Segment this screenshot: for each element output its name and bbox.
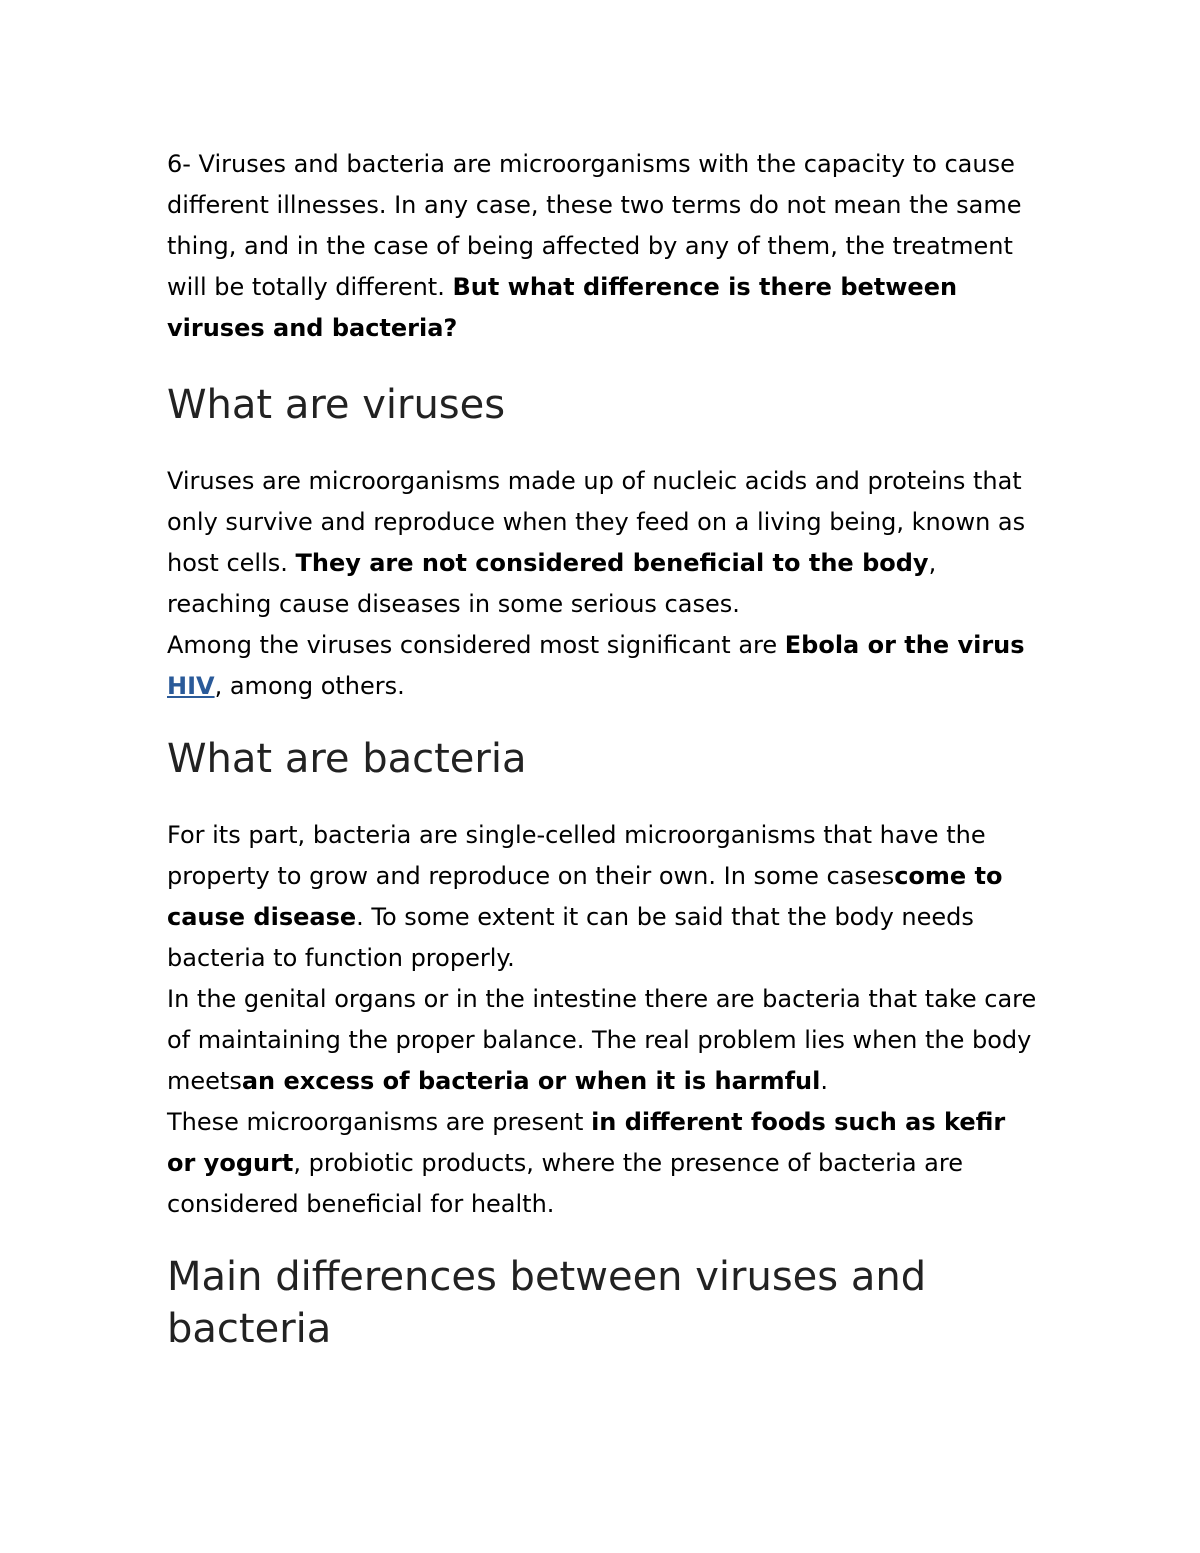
bacteria-p2-text: In the genital organs or in the intestine there are bacteria that take care of maintaining the proper balance. The real problem lies when the body meets: [167, 985, 1037, 1095]
viruses-p2-text: Among the viruses considered most significant are: [167, 631, 785, 659]
bacteria-p1-bold: come to cause disease: [167, 862, 1003, 931]
intro-text: 6- Viruses and bacteria are microorganisms with the capacity to cause different illnesses. In any case, these two terms do not mean the same thing, and in the case of being affected by any of them, the treatment will be totally different.: [167, 150, 1022, 301]
heading-differences: Main differences between viruses and bacteria: [167, 1254, 927, 1352]
bacteria-p3-text: These microorganisms are present: [167, 1108, 592, 1136]
viruses-p2-bold: Ebola or the virus: [784, 631, 1025, 659]
bacteria-p2-bold: an excess of bacteria or when it is harmful: [241, 1067, 821, 1095]
bacteria-p3-tail: , probiotic products, where the presence of bacteria are considered beneficial for health.: [167, 1149, 963, 1218]
heading-bacteria: What are bacteria: [167, 736, 527, 782]
viruses-section: [167, 461, 1037, 707]
viruses-paragraph-1: [167, 461, 1037, 625]
bacteria-p2-tail: .: [820, 1067, 828, 1095]
bacteria-paragraph-1: [167, 815, 1037, 979]
intro-question: But what difference is there between viruses and bacteria?: [167, 273, 958, 342]
bacteria-paragraph-2: [167, 979, 1037, 1102]
hiv-link[interactable]: HIV: [167, 672, 215, 700]
bacteria-p3-bold: in different foods such as kefir or yogurt: [167, 1108, 1006, 1177]
viruses-p1-text: Viruses are microorganisms made up of nucleic acids and proteins that only survive and reproduce when they feed on a living being, known as host cells.: [167, 467, 1026, 577]
viruses-p1-tail: , reaching cause diseases in some serious cases.: [167, 549, 937, 618]
intro-paragraph: [167, 144, 1037, 349]
bacteria-section: [167, 815, 1037, 1225]
bacteria-paragraph-3: [167, 1102, 1037, 1225]
viruses-p2-tail: , among others.: [214, 672, 405, 700]
viruses-p1-bold: They are not considered beneficial to the body: [295, 549, 929, 577]
viruses-paragraph-2: [167, 625, 1037, 707]
bacteria-p1-text: For its part, bacteria are single-celled microorganisms that have the property to grow and reproduce on their own. In some cases: [167, 821, 986, 890]
bacteria-p1-tail: . To some extent it can be said that the body needs bacteria to function properly.: [167, 903, 974, 972]
document-page: [167, 144, 1037, 1355]
heading-viruses: What are viruses: [167, 382, 506, 428]
